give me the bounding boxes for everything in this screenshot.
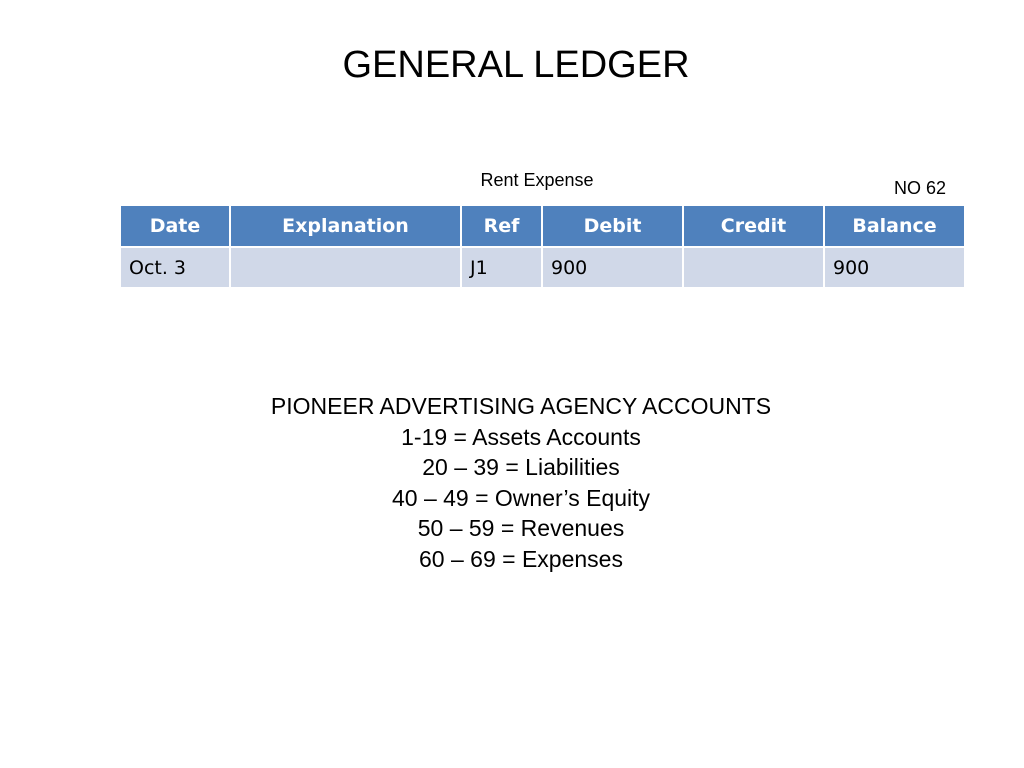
table-row xyxy=(120,247,965,288)
column-header-explanation: Explanation xyxy=(230,205,461,247)
cell-balance: 900 xyxy=(824,247,965,288)
cell-debit: 900 xyxy=(542,247,683,288)
accounts-info xyxy=(0,391,1024,574)
cell-credit xyxy=(683,247,824,288)
column-header-debit: Debit xyxy=(542,205,683,247)
column-header-balance: Balance xyxy=(824,205,965,247)
ledger-table xyxy=(119,204,966,289)
accounts-line: 20 – 39 = Liabilities xyxy=(422,454,620,480)
ledger-body xyxy=(120,247,965,288)
account-name: Rent Expense xyxy=(480,170,594,190)
page-title: GENERAL LEDGER xyxy=(342,44,690,86)
accounts-line: 1-19 = Assets Accounts xyxy=(401,423,641,450)
column-header-date: Date xyxy=(120,205,230,247)
header-row xyxy=(120,205,965,247)
column-header-ref: Ref xyxy=(461,205,542,247)
column-header-credit: Credit xyxy=(683,205,824,247)
accounts-line: 40 – 49 = Owner’s Equity xyxy=(391,484,651,511)
ledger-header xyxy=(120,205,965,247)
account-number: NO 62 xyxy=(893,178,946,198)
accounts-heading: PIONEER ADVERTISING AGENCY ACCOUNTS xyxy=(270,393,772,419)
cell-date: Oct. 3 xyxy=(120,247,230,288)
accounts-line: 60 – 69 = Expenses xyxy=(419,545,623,572)
cell-explanation xyxy=(230,247,461,288)
cell-ref: J1 xyxy=(461,247,542,288)
accounts-line: 50 – 59 = Revenues xyxy=(417,515,625,541)
